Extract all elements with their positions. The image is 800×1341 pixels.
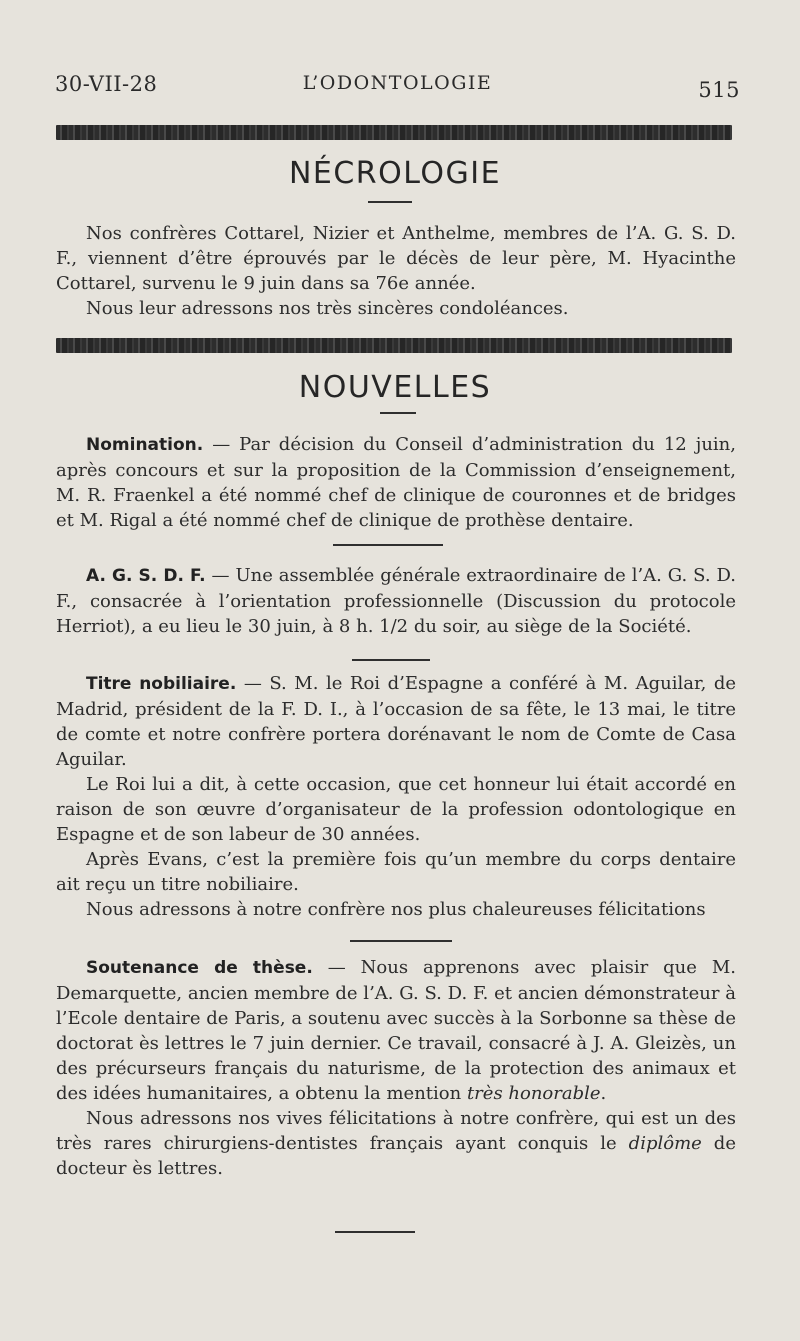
paragraph: Nous adressons nos vives félicitations à notre confrère, qui est un des très rares chirurgiens-dentistes français ayant conquis le bbox=[56, 1108, 736, 1154]
item-heading: Soutenance de thèse. bbox=[86, 958, 313, 978]
titre-nobiliaire-item bbox=[56, 671, 736, 922]
paragraph: Nous adressons à notre confrère nos plus chaleureuses félicitations bbox=[86, 899, 706, 920]
ornamental-rule bbox=[56, 338, 732, 353]
necrologie-body bbox=[56, 221, 736, 321]
section-title-nouvelles: NOUVELLES bbox=[298, 370, 492, 405]
mention-text: très honorable bbox=[466, 1083, 601, 1104]
item-text: — Une assemblée générale extraordinaire de l’A. G. S. D. F., consacrée à l’orientation professionnelle (Discussion du protocole Herriot), a eu lieu le 30 juin, à 8 h. 1/2 du soir, au siège de la Société. bbox=[56, 565, 737, 637]
item-divider bbox=[333, 544, 443, 546]
title-underline bbox=[368, 201, 412, 203]
item-heading: Titre nobiliaire. bbox=[86, 674, 237, 694]
end-divider bbox=[335, 1231, 415, 1233]
soutenance-item bbox=[56, 955, 736, 1181]
running-header bbox=[55, 66, 740, 100]
paragraph: de docteur ès lettres. bbox=[56, 1133, 736, 1179]
item-heading: A. G. S. D. F. bbox=[86, 566, 206, 586]
journal-title: L’ODONTOLOGIE bbox=[302, 72, 493, 94]
item-text: . bbox=[600, 1083, 607, 1104]
item-text: — S. M. le Roi d’Espagne a conféré à M. Aguilar, de Madrid, président de la F. D. I., à l’occasion de sa fête, le 13 mai, le titre de comte et notre confrère portera dorénavant le nom de Comte de Casa Aguilar. bbox=[56, 673, 736, 770]
nomination-item bbox=[56, 432, 736, 533]
item-text: — Par décision du Conseil d’administration du 12 juin, après concours et sur la proposition de la Commission d’enseignement, M. R. Fraenkel a été nommé chef de clinique de couronnes et de bridges et M. Rigal a été nommé chef de clinique de prothèse dentaire. bbox=[56, 434, 736, 531]
paragraph: Après Evans, c’est la première fois qu’un membre du corps dentaire ait reçu un titre nobiliaire. bbox=[56, 849, 736, 895]
paragraph: Le Roi lui a dit, à cette occasion, que cet honneur lui était accordé en raison de son œuvre d’organisateur de la profession odontologique en Espagne et de son labeur de 30 années. bbox=[56, 774, 736, 845]
agsdf-item bbox=[56, 563, 736, 639]
item-divider bbox=[352, 659, 430, 661]
italic-word: diplôme bbox=[628, 1133, 702, 1154]
item-text: — Nous apprenons avec plaisir que M. Demarquette, ancien membre de l’A. G. S. D. F. et ancien démonstrateur à l’Ecole dentaire de Paris, a soutenu avec succès à la Sorbonne sa thèse de doctorat ès lettres le 7 juin dernier. Ce travail, consacré à J. A. Gleizès, un des précurseurs français du naturisme, de la protection des animaux et des idées humanitaires, a obtenu la mention bbox=[56, 957, 736, 1104]
section-title-necrologie: NÉCROLOGIE bbox=[288, 156, 502, 191]
page-number: 515 bbox=[698, 78, 740, 102]
item-heading: Nomination. bbox=[86, 435, 204, 455]
paragraph: Nos confrères Cottarel, Nizier et Anthelme, membres de l’A. G. S. D. F., viennent d’être éprouvés par le décès de leur père, M. Hyacinthe Cottarel, survenu le 9 juin dans sa 76e année. bbox=[56, 223, 736, 294]
title-underline bbox=[380, 412, 416, 414]
issue-date: 30-VII-28 bbox=[55, 72, 158, 96]
ornamental-rule bbox=[56, 125, 732, 140]
paragraph: Nous leur adressons nos très sincères condoléances. bbox=[86, 298, 569, 319]
item-divider bbox=[350, 940, 452, 942]
